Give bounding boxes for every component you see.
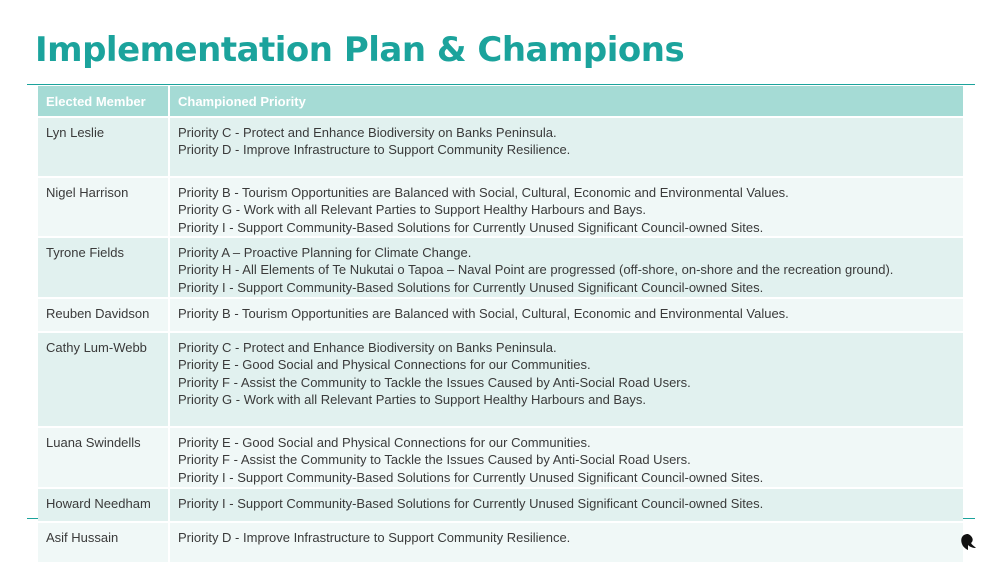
priority-list	[169, 332, 963, 427]
member-name: Luana Swindells	[38, 427, 169, 488]
member-name: Asif Hussain	[38, 522, 169, 562]
header-elected-member: Elected Member	[38, 86, 169, 117]
priority-item: Priority G - Work with all Relevant Parties to Support Healthy Harbours and Bays.	[178, 391, 646, 407]
table-row	[38, 298, 963, 332]
priority-item: Priority E - Good Social and Physical Connections for our Communities.	[178, 435, 591, 450]
table-row	[38, 427, 963, 488]
table-header-row	[38, 86, 963, 117]
member-name: Nigel Harrison	[38, 177, 169, 237]
priority-list	[169, 117, 963, 177]
table-row	[38, 177, 963, 237]
table-row	[38, 237, 963, 298]
priority-item: Priority H - All Elements of Te Nukutai o Tapoa – Naval Point are progressed (off-shore, on-shore and the recreation ground).	[178, 262, 894, 278]
member-name: Lyn Leslie	[38, 117, 169, 177]
priority-item: Priority B - Tourism Opportunities are Balanced with Social, Cultural, Economic and Environmental Values.	[178, 306, 789, 321]
priority-list	[169, 298, 963, 332]
priority-item: Priority I - Support Community-Based Solutions for Currently Unused Significant Council-owned Sites.	[178, 279, 764, 295]
priority-item: Priority D - Improve Infrastructure to Support Community Resilience.	[178, 530, 571, 545]
priority-list	[169, 427, 963, 488]
priority-item: Priority I - Support Community-Based Solutions for Currently Unused Significant Council-owned Sites.	[178, 219, 764, 235]
priority-item: Priority C - Protect and Enhance Biodiversity on Banks Peninsula.	[178, 125, 557, 140]
priority-item: Priority B - Tourism Opportunities are Balanced with Social, Cultural, Economic and Environmental Values.	[178, 185, 789, 200]
table-row	[38, 332, 963, 427]
table-row	[38, 117, 963, 177]
priority-list	[169, 522, 963, 562]
priority-item: Priority E - Good Social and Physical Connections for our Communities.	[178, 357, 591, 373]
member-name: Howard Needham	[38, 488, 169, 522]
champions-table	[38, 86, 963, 562]
member-name: Reuben Davidson	[38, 298, 169, 332]
priority-item: Priority G - Work with all Relevant Parties to Support Healthy Harbours and Bays.	[178, 202, 646, 218]
table-row	[38, 522, 963, 562]
priority-item: Priority F - Assist the Community to Tackle the Issues Caused by Anti-Social Road Users.	[178, 374, 691, 390]
priority-item: Priority I - Support Community-Based Solutions for Currently Unused Significant Council-owned Sites.	[178, 496, 764, 511]
header-championed-priority: Championed Priority	[169, 86, 963, 117]
priority-item: Priority C - Protect and Enhance Biodiversity on Banks Peninsula.	[178, 340, 557, 355]
member-name: Cathy Lum-Webb	[38, 332, 169, 427]
member-name: Tyrone Fields	[38, 237, 169, 298]
top-divider	[27, 84, 975, 85]
council-logo-icon	[959, 533, 977, 551]
priority-list	[169, 237, 963, 298]
priority-list	[169, 177, 963, 237]
table-row	[38, 488, 963, 522]
page-title: Implementation Plan & Champions	[35, 30, 685, 70]
priority-item: Priority F - Assist the Community to Tackle the Issues Caused by Anti-Social Road Users.	[178, 452, 691, 468]
priority-list	[169, 488, 963, 522]
priority-item: Priority D - Improve Infrastructure to Support Community Resilience.	[178, 142, 571, 158]
priority-item: Priority A – Proactive Planning for Climate Change.	[178, 245, 472, 260]
priority-item: Priority I - Support Community-Based Solutions for Currently Unused Significant Council-owned Sites.	[178, 469, 764, 485]
